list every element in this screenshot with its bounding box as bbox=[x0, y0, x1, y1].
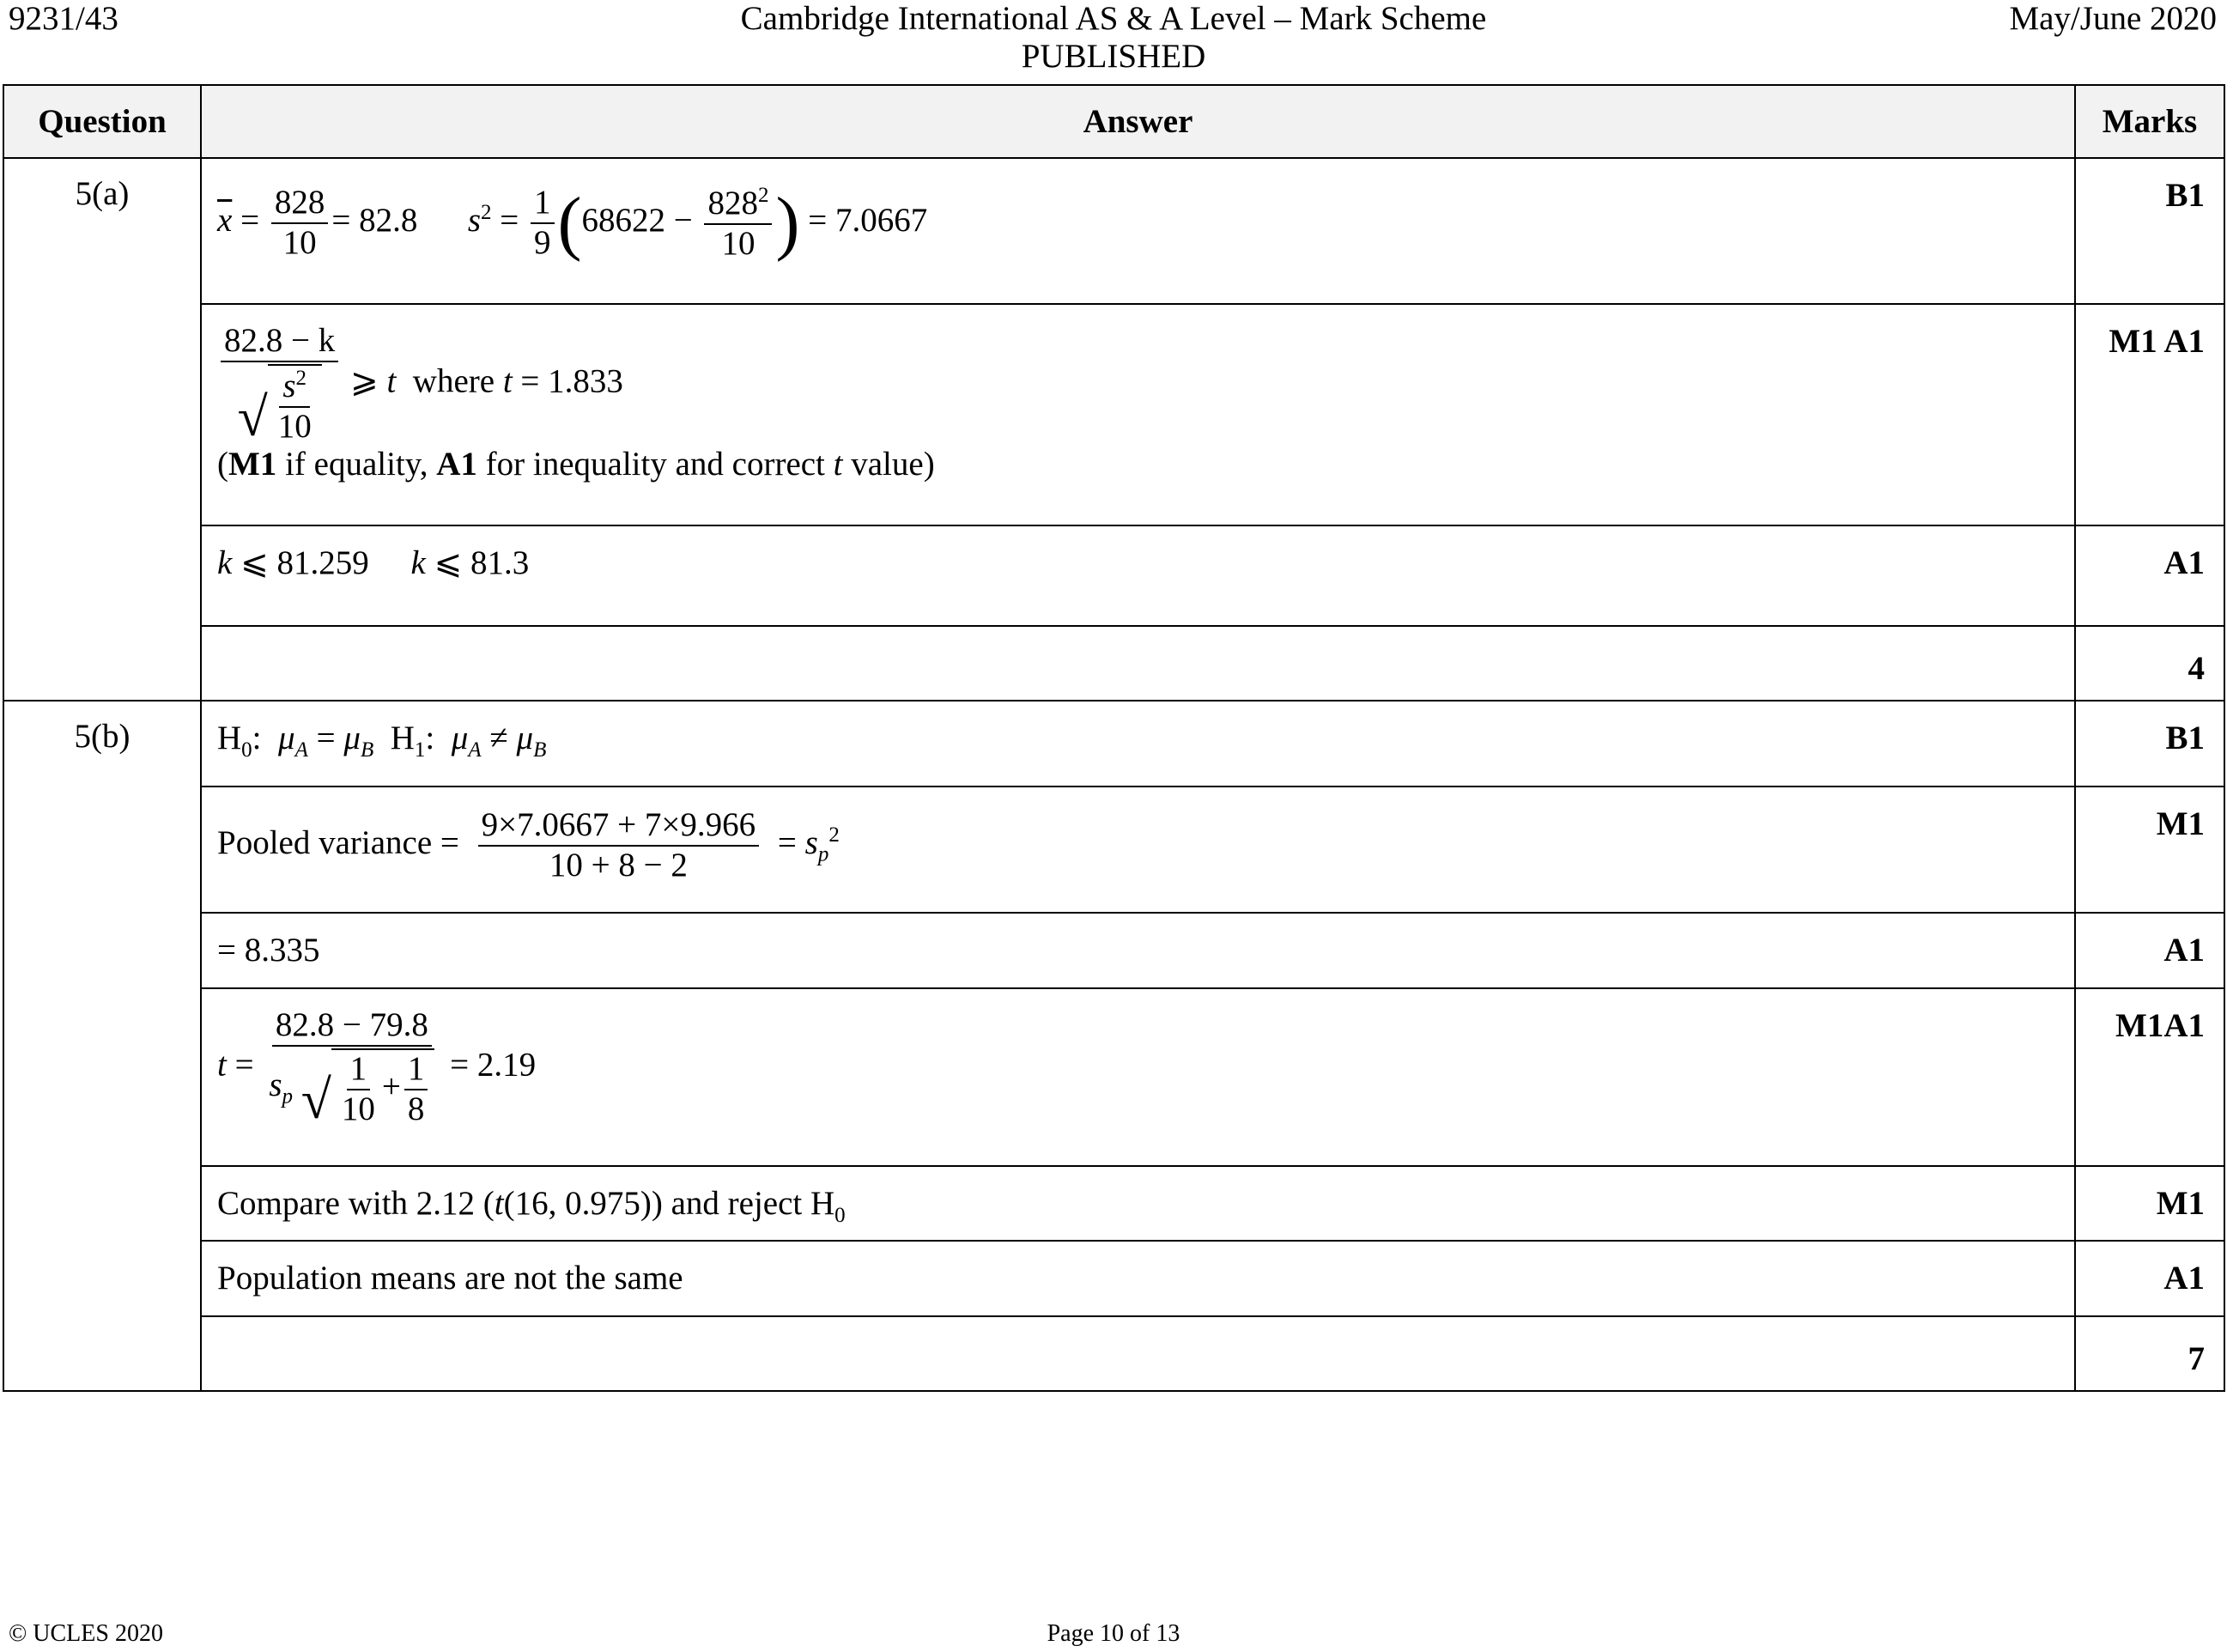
table-row bbox=[3, 1166, 2224, 1241]
marks-cell: M1 bbox=[2075, 787, 2224, 913]
table-row bbox=[3, 304, 2224, 525]
marks-header: Marks bbox=[2075, 85, 2224, 158]
question-label-5b: 5(b) bbox=[3, 701, 201, 1391]
answer-5b-hypotheses: $H_0$: $\mu_A = \mu_B$ $H_1$: $\mu_A \ne \mu_B$ bbox=[201, 701, 2075, 787]
table-row bbox=[3, 701, 2224, 787]
answer-5b-conclusion: Population means are not the same bbox=[201, 1241, 2075, 1316]
answer-5a-mean-variance: $\overline{x}$ = $\frac{828}{10}$ = 82.8 $s^2$ = $\frac{1}{9}$ (68622 − $\frac{828^2}{10}$ ) = 7.0667 bbox=[201, 158, 2075, 304]
table-row bbox=[3, 626, 2224, 701]
fraction: 82.8 − k √ $\frac{s^2}{10}$ bbox=[221, 324, 338, 445]
mark-scheme-table bbox=[3, 84, 2225, 1392]
table-row bbox=[3, 913, 2224, 988]
total-marks-5a: 4 bbox=[2075, 626, 2224, 701]
fraction: $\frac{1}{9}$ bbox=[531, 185, 555, 261]
marks-cell: M1 bbox=[2075, 1166, 2224, 1241]
answer-5b-t-statistic: t = 82.8 − 79.8 $s_p$ √ $\frac{1}{10}$ + $\frac{1}{8}$ = 2.19 bbox=[201, 988, 2075, 1166]
marks-cell: A1 bbox=[2075, 913, 2224, 988]
table-row bbox=[3, 787, 2224, 913]
marks-cell: M1A1 bbox=[2075, 988, 2224, 1166]
title-line-1: Cambridge International AS & A Level – Mark Scheme bbox=[740, 0, 1487, 37]
answer-5a-t-inequality: 82.8 − k √ $\frac{s^2}{10}$ ⩾ t where t = 1.833 (M1 if equality, A1 for inequality and correct t value) bbox=[201, 304, 2075, 525]
document-title bbox=[0, 0, 2227, 76]
answer-5a-k-value: k ⩽ 81.259 k ⩽ 81.3 bbox=[201, 525, 2075, 626]
answer-5b-total-blank bbox=[201, 1316, 2075, 1391]
fraction: $\frac{828^2}{10}$ bbox=[704, 185, 772, 262]
question-label-5a: 5(a) bbox=[3, 158, 201, 701]
fraction: $\frac{1}{10}$ bbox=[341, 1049, 375, 1127]
answer-header: Answer bbox=[201, 85, 2075, 158]
fraction: $\frac{1}{8}$ bbox=[404, 1052, 428, 1127]
answer-5b-pooled-variance: Pooled variance = $\frac{9\times 7.0667 + 7\times 9.966}{10 + 8 - 2}$ = $s_p^2$ bbox=[201, 787, 2075, 913]
exam-code: 9231/43 bbox=[9, 0, 118, 37]
title-line-2: PUBLISHED bbox=[1021, 38, 1206, 75]
exam-session: May/June 2020 bbox=[2009, 0, 2217, 37]
table-row bbox=[3, 1241, 2224, 1316]
fraction: $\frac{9\times 7.0667 + 7\times 9.966}{10 + 8 - 2}$ bbox=[478, 808, 759, 884]
answer-5b-pooled-value: = 8.335 bbox=[201, 913, 2075, 988]
marks-cell: A1 bbox=[2075, 525, 2224, 626]
page-number: Page 10 of 13 bbox=[1047, 1620, 1180, 1647]
answer-5b-compare: Compare with 2.12 (t(16, 0.975)) and reject $H_0$ bbox=[201, 1166, 2075, 1241]
table-row bbox=[3, 1316, 2224, 1391]
marks-cell: B1 bbox=[2075, 701, 2224, 787]
marks-cell: M1 A1 bbox=[2075, 304, 2224, 525]
fraction: 82.8 − 79.8 $s_p$ √ $\frac{1}{10}$ + $\frac{1}{8}$ bbox=[265, 1008, 438, 1127]
fraction: $\frac{s^2}{10}$ bbox=[277, 366, 312, 445]
table-header-row bbox=[3, 85, 2224, 158]
marks-cell: B1 bbox=[2075, 158, 2224, 304]
total-marks-5b: 7 bbox=[2075, 1316, 2224, 1391]
copyright: © UCLES 2020 bbox=[9, 1620, 163, 1647]
table-row bbox=[3, 525, 2224, 626]
answer-5a-total-blank bbox=[201, 626, 2075, 701]
fraction: $\frac{828}{10}$ bbox=[271, 185, 329, 261]
question-header: Question bbox=[3, 85, 201, 158]
table-row bbox=[3, 158, 2224, 304]
table-row bbox=[3, 988, 2224, 1166]
marks-cell: A1 bbox=[2075, 1241, 2224, 1316]
